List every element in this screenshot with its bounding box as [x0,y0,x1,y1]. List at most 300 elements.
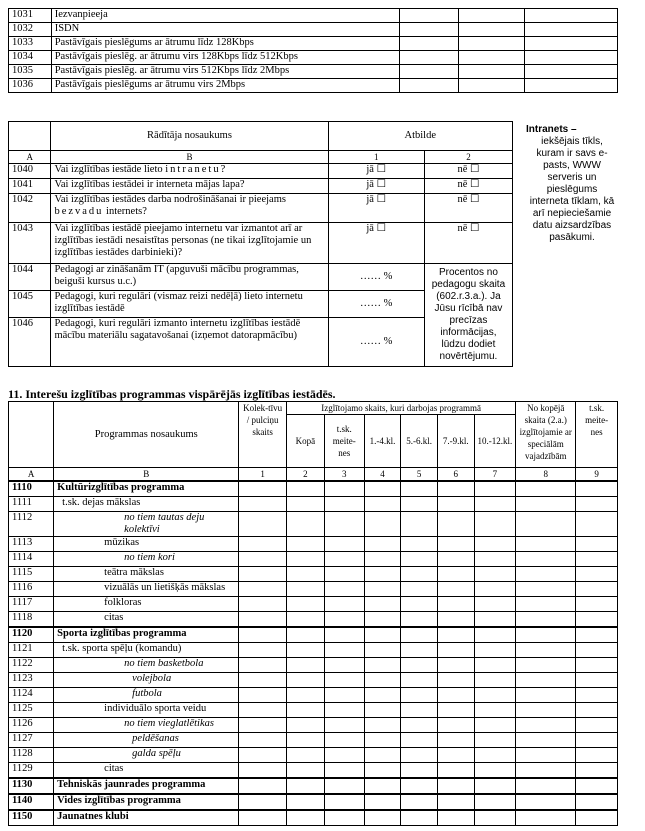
row-code: 1032 [9,23,52,37]
value-cell[interactable] [364,703,401,718]
value-cell[interactable] [364,718,401,733]
value-cell[interactable] [576,703,618,718]
value-cell[interactable] [516,582,576,597]
value-cell[interactable] [516,733,576,748]
value-cell[interactable] [286,627,324,643]
value-cell[interactable] [324,627,364,643]
value-cell[interactable] [474,703,516,718]
yes-checkbox[interactable]: jā ☐ [328,194,424,223]
value-cell[interactable] [239,567,287,582]
value-cell[interactable] [516,567,576,582]
value-cell[interactable] [239,627,287,643]
value-cell[interactable] [286,612,324,628]
table-row [9,733,618,748]
value-cell[interactable] [286,733,324,748]
no-checkbox[interactable]: nē ☐ [424,194,512,223]
header-program-name: Programmas nosaukums [54,402,239,468]
value-cell[interactable] [286,794,324,810]
value-cell[interactable] [576,582,618,597]
value-cell[interactable] [364,481,401,497]
row-label: Sporta izglītības programma [54,627,239,643]
row-code: 1043 [9,223,51,264]
row-label [51,164,328,179]
value-cell[interactable] [286,497,324,512]
value-cell[interactable] [401,794,438,810]
value-cell[interactable] [474,658,516,673]
value-cell[interactable] [324,567,364,582]
row-code: 1034 [9,51,52,65]
value-cell[interactable] [401,810,438,826]
value-cell[interactable] [516,643,576,658]
col-label-b: B [51,151,328,164]
value-cell[interactable] [437,552,474,567]
table-row [9,582,618,597]
value-cell[interactable] [286,718,324,733]
value-cell[interactable] [401,567,438,582]
row-label [51,179,328,194]
table-row [9,23,618,37]
row-label: Jaunatnes klubi [54,810,239,826]
value-cell[interactable] [437,703,474,718]
no-checkbox[interactable]: nē ☐ [424,164,512,179]
value-cell[interactable] [516,612,576,628]
value-cell[interactable] [239,643,287,658]
row-label-text: Vai izglītības iestāde lieto [54,164,166,175]
value-cell[interactable] [324,643,364,658]
header-grade-5-6: 5.-6.kl. [401,415,438,468]
value-cell[interactable] [516,537,576,552]
answer-cell[interactable] [524,37,617,51]
col-label: 1 [239,468,287,482]
value-cell[interactable] [516,627,576,643]
table-row [9,748,618,763]
value-cell[interactable] [286,537,324,552]
value-cell[interactable] [324,597,364,612]
value-cell[interactable] [576,497,618,512]
value-cell[interactable] [474,733,516,748]
value-cell[interactable] [239,582,287,597]
value-cell[interactable] [474,673,516,688]
col-label: B [54,468,239,482]
value-cell[interactable] [576,627,618,643]
value-cell[interactable] [576,718,618,733]
value-cell[interactable] [437,778,474,794]
value-cell[interactable] [286,688,324,703]
value-cell[interactable] [576,512,618,537]
value-cell[interactable] [576,658,618,673]
value-cell[interactable] [324,733,364,748]
row-code: 1045 [9,291,51,318]
value-cell[interactable] [364,763,401,779]
value-cell[interactable] [474,567,516,582]
value-cell[interactable] [364,778,401,794]
value-cell[interactable] [576,794,618,810]
value-cell[interactable] [576,597,618,612]
value-cell[interactable] [474,643,516,658]
value-cell[interactable] [364,794,401,810]
value-cell[interactable] [576,481,618,497]
value-cell[interactable] [474,778,516,794]
value-cell[interactable] [286,512,324,537]
value-cell[interactable] [239,810,287,826]
value-cell[interactable] [474,497,516,512]
answer-cell[interactable] [458,51,524,65]
answer-cell[interactable] [524,79,617,93]
answer-cell[interactable] [399,51,458,65]
value-cell[interactable] [437,673,474,688]
value-cell[interactable] [474,537,516,552]
value-cell[interactable] [576,733,618,748]
value-cell[interactable] [364,597,401,612]
value-cell[interactable] [474,748,516,763]
value-cell[interactable] [364,512,401,537]
value-cell[interactable] [437,612,474,628]
value-cell[interactable] [364,733,401,748]
value-cell[interactable] [474,810,516,826]
answer-cell[interactable] [458,23,524,37]
answer-cell[interactable] [399,9,458,23]
row-code: 1129 [9,763,54,779]
value-cell[interactable] [516,481,576,497]
value-cell[interactable] [516,552,576,567]
value-cell[interactable] [437,688,474,703]
table-row [9,597,618,612]
value-cell[interactable] [474,481,516,497]
table-row [9,164,513,179]
table-row [9,718,618,733]
table-row [9,778,618,794]
value-cell[interactable] [516,597,576,612]
value-cell[interactable] [239,512,287,537]
value-cell[interactable] [286,658,324,673]
value-cell[interactable] [576,688,618,703]
table-row [9,37,618,51]
value-cell[interactable] [401,658,438,673]
value-cell[interactable] [474,627,516,643]
value-cell[interactable] [239,597,287,612]
value-cell[interactable] [324,497,364,512]
row-label: teātra mākslas [54,567,239,582]
table-row [9,51,618,65]
row-label: Pedagogi, kuri regulāri (vismaz reizi nedēļā) lieto internetu izglītības iestādē [51,291,328,318]
row-code: 1115 [9,567,54,582]
value-cell[interactable] [516,810,576,826]
value-cell[interactable] [239,673,287,688]
table-row [9,194,513,223]
value-cell[interactable] [286,552,324,567]
col-label: 3 [324,468,364,482]
value-cell[interactable] [576,612,618,628]
value-cell[interactable] [239,733,287,748]
value-cell[interactable] [576,778,618,794]
value-cell[interactable] [437,597,474,612]
value-cell[interactable] [324,778,364,794]
row-code: 1031 [9,9,52,23]
col-label: 4 [364,468,401,482]
value-cell[interactable] [576,748,618,763]
answer-cell[interactable] [399,37,458,51]
value-cell[interactable] [401,643,438,658]
value-cell[interactable] [286,703,324,718]
answer-cell[interactable] [458,9,524,23]
value-cell[interactable] [516,673,576,688]
value-cell[interactable] [324,612,364,628]
value-cell[interactable] [401,718,438,733]
value-cell[interactable] [324,658,364,673]
row-label: t.sk. sporta spēļu (komandu) [54,643,239,658]
answer-cell[interactable] [399,65,458,79]
value-cell[interactable] [437,643,474,658]
value-cell[interactable] [576,567,618,582]
value-cell[interactable] [474,512,516,537]
header-indicator-name: Rādītāja nosaukums [51,122,328,151]
table-row [9,794,618,810]
value-cell[interactable] [239,778,287,794]
answer-cell[interactable] [458,37,524,51]
row-label: no tiem vieglatlētikas [54,718,239,733]
value-cell[interactable] [576,643,618,658]
value-cell[interactable] [324,673,364,688]
value-cell[interactable] [576,537,618,552]
row-code: 1123 [9,673,54,688]
value-cell[interactable] [437,512,474,537]
value-cell[interactable] [401,763,438,779]
value-cell[interactable] [474,794,516,810]
value-cell[interactable] [516,703,576,718]
value-cell[interactable] [324,688,364,703]
value-cell[interactable] [437,794,474,810]
value-cell[interactable] [239,658,287,673]
value-cell[interactable] [324,582,364,597]
row-label-spaced: bezvadu [54,206,104,217]
row-code: 1046 [9,318,51,367]
value-cell[interactable] [286,582,324,597]
value-cell[interactable] [286,673,324,688]
answer-cell[interactable] [524,51,617,65]
value-cell[interactable] [364,582,401,597]
value-cell[interactable] [516,512,576,537]
table-row [9,497,618,512]
intranet-definition [526,124,618,244]
row-code: 1128 [9,748,54,763]
value-cell[interactable] [239,481,287,497]
value-cell[interactable] [364,748,401,763]
answer-cell[interactable] [524,23,617,37]
value-cell[interactable] [401,597,438,612]
row-code: 1044 [9,264,51,291]
value-cell[interactable] [401,612,438,628]
value-cell[interactable] [516,778,576,794]
value-cell[interactable] [437,733,474,748]
table-row [9,703,618,718]
row-label [51,223,328,264]
header-grade-7-9: 7.-9.kl. [437,415,474,468]
value-cell[interactable] [324,537,364,552]
value-cell[interactable] [437,748,474,763]
value-cell[interactable] [437,810,474,826]
percent-input[interactable]: …… % [328,318,424,367]
value-cell[interactable] [239,612,287,628]
value-cell[interactable] [516,718,576,733]
col-label: 7 [474,468,516,482]
value-cell[interactable] [401,733,438,748]
value-cell[interactable] [474,688,516,703]
row-label: no tiem kori [54,552,239,567]
value-cell[interactable] [286,567,324,582]
percent-input[interactable]: …… % [328,291,424,318]
value-cell[interactable] [286,748,324,763]
value-cell[interactable] [401,497,438,512]
yes-checkbox[interactable]: jā ☐ [328,164,424,179]
value-cell[interactable] [516,658,576,673]
row-label: Pedagogi ar zināšanām IT (apguvuši mācību programmas, beiguši kursus u.c.) [51,264,328,291]
col-label: 5 [401,468,438,482]
value-cell[interactable] [516,748,576,763]
value-cell[interactable] [324,512,364,537]
value-cell[interactable] [286,778,324,794]
value-cell[interactable] [364,497,401,512]
row-code: 1118 [9,612,54,628]
value-cell[interactable] [286,643,324,658]
answer-cell[interactable] [458,65,524,79]
no-checkbox[interactable]: nē ☐ [424,223,512,264]
value-cell[interactable] [286,597,324,612]
no-checkbox[interactable]: nē ☐ [424,179,512,194]
value-cell[interactable] [324,810,364,826]
col-label: 9 [576,468,618,482]
value-cell[interactable] [239,537,287,552]
value-cell[interactable] [364,688,401,703]
value-cell[interactable] [516,497,576,512]
row-code: 1036 [9,79,52,93]
header-special-needs: No kopējā skaita (2.a.) izglītojamie ar speciālām vajadzībām [516,402,576,468]
row-code: 1114 [9,552,54,567]
value-cell[interactable] [239,794,287,810]
row-code: 1150 [9,810,54,826]
yes-checkbox[interactable]: jā ☐ [328,179,424,194]
value-cell[interactable] [437,481,474,497]
value-cell[interactable] [516,763,576,779]
value-cell[interactable] [401,627,438,643]
value-cell[interactable] [474,582,516,597]
value-cell[interactable] [437,567,474,582]
value-cell[interactable] [474,718,516,733]
value-cell[interactable] [364,552,401,567]
percent-note: Procentos no pedagogu skaita (602.r.3.a.). Ja Jūsu rīcībā nav precīzas informācijas, lūdzu dodiet novērtējumu. [424,264,512,367]
value-cell[interactable] [324,794,364,810]
value-cell[interactable] [324,718,364,733]
value-cell[interactable] [324,703,364,718]
value-cell[interactable] [364,567,401,582]
value-cell[interactable] [401,481,438,497]
row-label: Pedagogi, kuri regulāri izmanto internetu izglītības iestādē mācību materiālu sagatavošanai (izņemot datorapmācību) [51,318,328,367]
row-label: no tiem basketbola [54,658,239,673]
value-cell[interactable] [437,497,474,512]
value-cell[interactable] [286,763,324,779]
value-cell[interactable] [474,597,516,612]
row-label: individuālo sporta veidu [54,703,239,718]
value-cell[interactable] [324,552,364,567]
value-cell[interactable] [516,688,576,703]
value-cell[interactable] [286,810,324,826]
value-cell[interactable] [364,612,401,628]
value-cell[interactable] [437,658,474,673]
row-label-text: Vai izglītības iestādei ir interneta mājas lapa? [54,179,245,190]
internet-usage-table [8,121,513,367]
value-cell[interactable] [364,643,401,658]
value-cell[interactable] [364,537,401,552]
value-cell[interactable] [437,537,474,552]
percent-input[interactable]: …… % [328,264,424,291]
value-cell[interactable] [324,748,364,763]
value-cell[interactable] [437,582,474,597]
value-cell[interactable] [239,703,287,718]
value-cell[interactable] [364,810,401,826]
value-cell[interactable] [239,763,287,779]
value-cell[interactable] [286,481,324,497]
value-cell[interactable] [437,718,474,733]
answer-cell[interactable] [399,79,458,93]
row-label-text: Vai izglītības iestādes darba nodrošināšanai ir pieejams [54,194,286,205]
value-cell[interactable] [239,688,287,703]
value-cell[interactable] [401,582,438,597]
value-cell[interactable] [401,512,438,537]
value-cell[interactable] [576,552,618,567]
value-cell[interactable] [364,673,401,688]
row-code: 1112 [9,512,54,537]
header-students-group: Izglītojamo skaits, kuri darbojas programmā [286,402,515,415]
value-cell[interactable] [401,537,438,552]
value-cell[interactable] [401,748,438,763]
value-cell[interactable] [401,552,438,567]
answer-cell[interactable] [524,9,617,23]
value-cell[interactable] [401,703,438,718]
row-code: 1127 [9,733,54,748]
value-cell[interactable] [364,627,401,643]
value-cell[interactable] [576,673,618,688]
answer-cell[interactable] [524,65,617,79]
value-cell[interactable] [324,763,364,779]
header-grade-10-12: 10.-12.kl. [474,415,516,468]
answer-cell[interactable] [458,79,524,93]
value-cell[interactable] [474,763,516,779]
value-cell[interactable] [401,688,438,703]
intranet-definition-text: iekšējais tīkls, kuram ir savs e-pasts, WWW serveris un pieslēgums interneta tīklam, kā arī nepieciešamie datu aizsardzības pasākumi. [529,136,615,243]
value-cell[interactable] [474,612,516,628]
value-cell[interactable] [239,497,287,512]
value-cell[interactable] [474,552,516,567]
value-cell[interactable] [239,718,287,733]
value-cell[interactable] [437,627,474,643]
row-code: 1124 [9,688,54,703]
value-cell[interactable] [401,778,438,794]
value-cell[interactable] [239,552,287,567]
value-cell[interactable] [239,748,287,763]
value-cell[interactable] [576,763,618,779]
value-cell[interactable] [364,658,401,673]
table-row [9,627,618,643]
row-code: 1121 [9,643,54,658]
header-grade-1-4: 1.-4.kl. [364,415,401,468]
value-cell[interactable] [437,763,474,779]
value-cell[interactable] [576,810,618,826]
yes-checkbox[interactable]: jā ☐ [328,223,424,264]
value-cell[interactable] [516,794,576,810]
value-cell[interactable] [401,673,438,688]
value-cell[interactable] [324,481,364,497]
section-11-title: 11. Interešu izglītības programmas vispārējās izglītības iestādēs. [8,387,336,401]
answer-cell[interactable] [399,23,458,37]
